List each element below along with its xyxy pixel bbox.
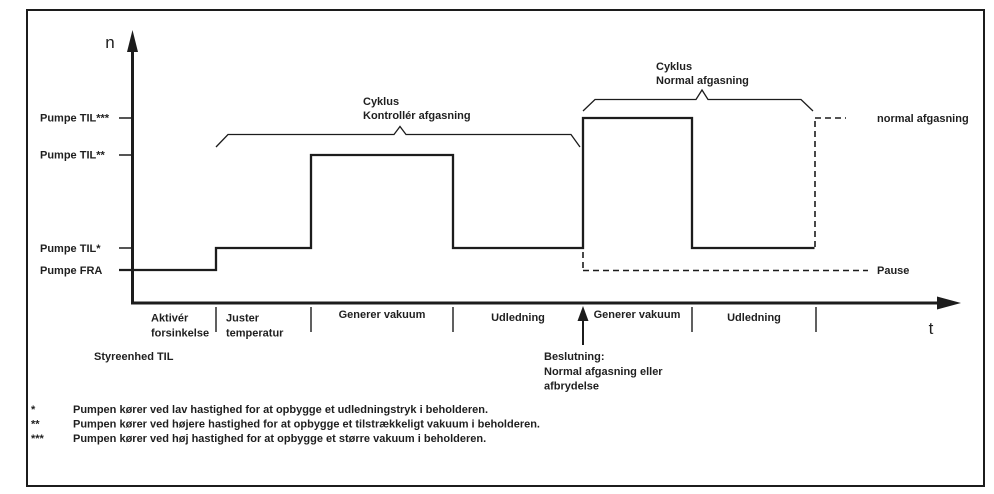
footnote-text-2: Pumpen kører ved højere hastighed for at opbygge et tilstrækkeligt vakuum i beholderen. [73,418,540,431]
cycle1-label-line1: Cyklus [363,96,400,108]
phase-label-generer-vakuum-1: Generer vakuum [338,309,426,321]
phase-label-aktiver-forsinkelse-line2: forsinkelse [151,327,210,340]
normal-afgasning-label: normal afgasning [877,113,969,125]
phase-label-juster-temperatur-line1: Juster [226,312,260,325]
cycle2-label-line1: Cyklus [656,61,693,73]
phase-label-aktiver-forsinkelse-line1: Aktivér [151,312,189,325]
level-label-pumpe-til3: Pumpe TIL*** [40,112,110,125]
level-label-pumpe-til2: Pumpe TIL** [40,149,105,162]
decision-label-line2: Normal afgasning eller [544,366,663,378]
phase-label-juster-temperatur-line2: temperatur [226,327,284,340]
footnote-text-1: Pumpen kører ved lav hastighed for at opbygge et udledningstryk i beholderen. [73,404,489,416]
decision-label-line3: afbrydelse [544,380,600,393]
footnote-marker-2: ** [31,418,40,431]
footnote-marker-3: *** [31,433,44,445]
phase-label-udledning-2: Udledning [727,312,781,324]
footnote-row-3 [31,433,486,445]
cycle1-label-line2: Kontrollér afgasning [363,110,471,122]
cycle2-label-line2: Normal afgasning [656,75,749,87]
styreenhed-til-label: Styreenhed TIL [94,351,174,363]
footnote-text-3: Pumpen kører ved høj hastighed for at opbygge et større vakuum i beholderen. [73,433,487,445]
level-label-pumpe-til1: Pumpe TIL* [40,243,101,255]
phase-label-generer-vakuum-2: Generer vakuum [593,309,681,321]
pause-label: Pause [877,265,910,277]
footnote-marker-1: * [31,404,36,416]
phase-label-udledning-1: Udledning [491,312,545,324]
decision-label-line1: Beslutning: [544,351,605,363]
x-axis-label: t [928,319,934,338]
level-label-pumpe-fra: Pumpe FRA [40,265,103,277]
footnote-row-1 [31,404,488,416]
y-axis-label: n [105,33,115,52]
footnote-row-2 [31,419,540,431]
